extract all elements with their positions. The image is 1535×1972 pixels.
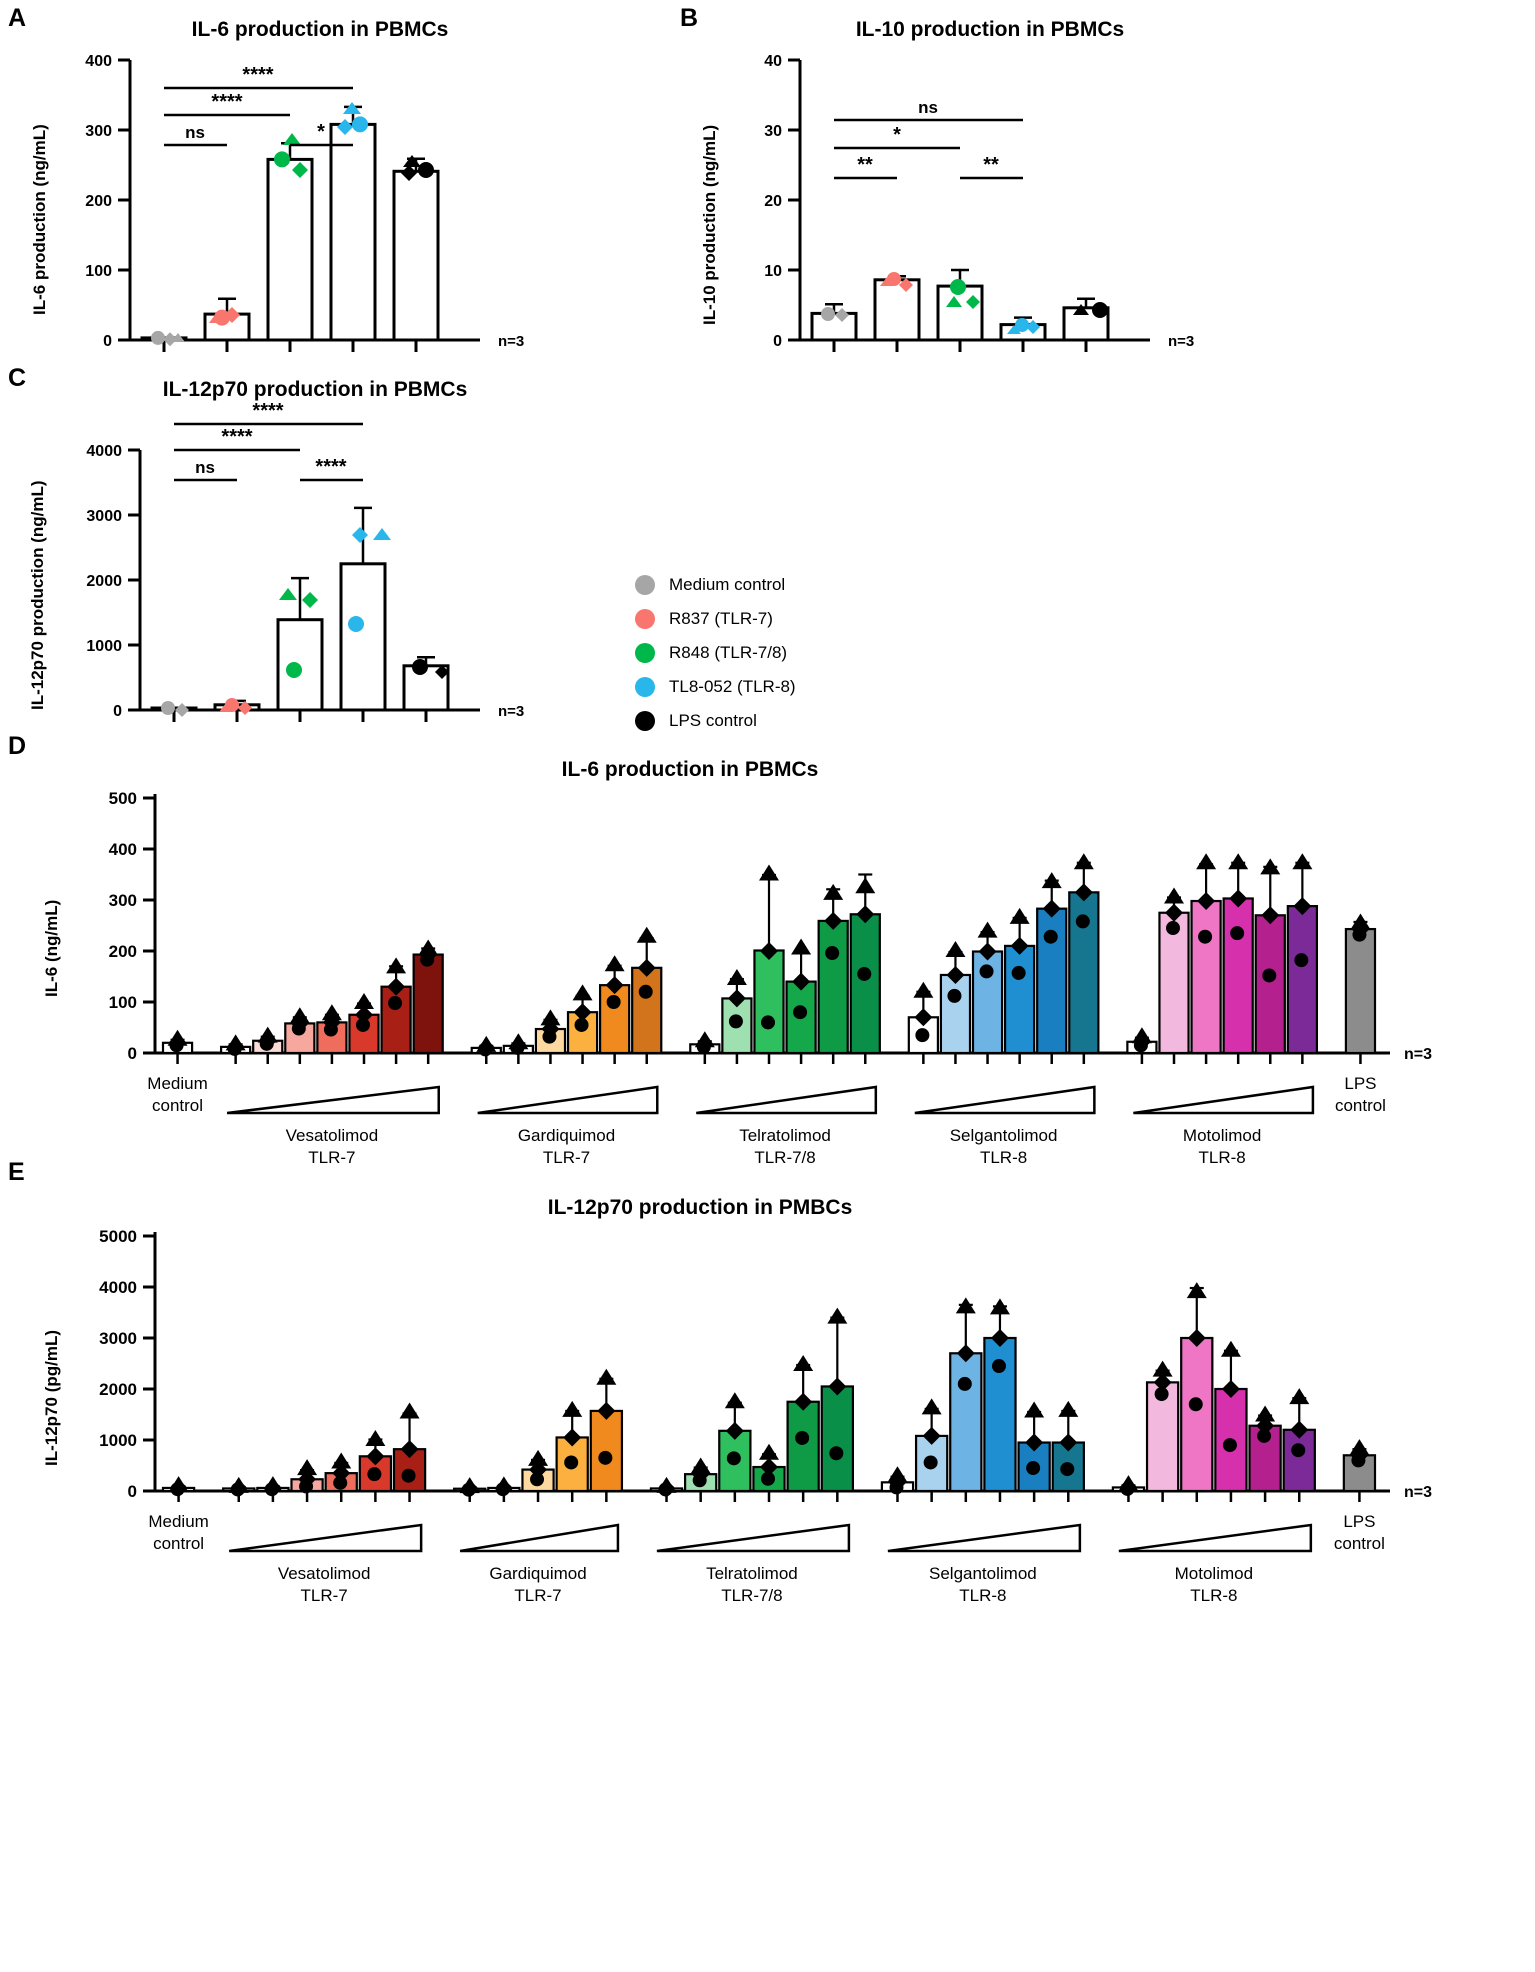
svg-text:*: * <box>317 121 325 143</box>
dose-ramp-icon <box>229 1525 421 1551</box>
data-point <box>793 1005 807 1019</box>
data-point <box>1198 930 1212 944</box>
legend-item-2 <box>635 643 796 663</box>
data-point <box>980 964 994 978</box>
data-point <box>1044 930 1058 944</box>
data-point <box>540 1009 560 1025</box>
data-point <box>528 1450 548 1466</box>
data-point <box>354 993 374 1009</box>
panel-c-title: IL-12p70 production in PBMCs <box>162 378 468 401</box>
data-point <box>657 1477 677 1493</box>
svg-text:0: 0 <box>773 333 782 350</box>
panel-d-plot <box>60 778 1510 1167</box>
bar <box>819 921 848 1053</box>
data-point <box>1024 1401 1044 1417</box>
data-point <box>169 1476 189 1492</box>
data-point <box>793 1355 813 1371</box>
dose-ramp-icon <box>227 1087 439 1113</box>
svg-text:20: 20 <box>764 193 782 210</box>
data-point <box>947 989 961 1003</box>
data-point <box>365 1430 385 1446</box>
data-point <box>508 1033 528 1049</box>
data-point <box>402 1469 416 1483</box>
legend-dot-medium-control <box>635 575 655 595</box>
data-point <box>761 1015 775 1029</box>
panel-e-ylabel: IL-12p70 (pg/mL) <box>42 1330 61 1467</box>
data-point <box>791 938 811 954</box>
data-point <box>1262 968 1276 982</box>
group-label: Vesatolimod <box>285 1126 379 1145</box>
data-point <box>915 1028 929 1042</box>
dose-ramp-icon <box>478 1087 658 1113</box>
bar <box>941 975 970 1053</box>
group-label: Gardiquimod <box>517 1126 616 1145</box>
group-label: Selgantolimod <box>949 1126 1058 1145</box>
svg-text:**: ** <box>857 154 873 176</box>
panel-e-letter: E <box>8 1158 25 1186</box>
data-point <box>855 877 875 893</box>
bar <box>1288 906 1317 1053</box>
group-label: Motolimod <box>1174 1564 1254 1583</box>
bar <box>1181 1338 1212 1491</box>
svg-text:ns: ns <box>195 458 215 477</box>
svg-text:10: 10 <box>764 263 782 280</box>
y-tick-label: 400 <box>108 840 137 859</box>
data-point <box>978 922 998 938</box>
data-point <box>573 984 593 1000</box>
data-point <box>258 1027 278 1043</box>
legend-item-0 <box>635 575 796 595</box>
data-point <box>229 1477 249 1493</box>
svg-text:****: **** <box>211 91 243 113</box>
data-point <box>727 1451 741 1465</box>
data-point <box>691 1458 711 1474</box>
data-point <box>639 985 653 999</box>
data-point <box>637 927 657 943</box>
group-label: Telratolimod <box>739 1126 831 1145</box>
data-point <box>1118 1475 1138 1491</box>
legend-item-3 <box>635 677 796 697</box>
data-point <box>1294 953 1308 967</box>
panel-e <box>0 1148 1535 1605</box>
panel-a-letter: A <box>8 4 27 32</box>
data-point <box>1153 1361 1173 1377</box>
dose-ramp-icon <box>888 1525 1080 1551</box>
y-tick-label: 4000 <box>99 1278 137 1297</box>
data-point <box>795 1431 809 1445</box>
svg-text:40: 40 <box>764 53 782 70</box>
svg-text:200: 200 <box>85 193 112 210</box>
panel-d-svg <box>60 778 1510 1167</box>
group-label: TLR-8 <box>1198 1148 1246 1167</box>
bar <box>788 1402 819 1491</box>
group-label: control <box>153 1534 205 1553</box>
data-point <box>1228 853 1248 869</box>
y-tick-label: 500 <box>108 789 137 808</box>
data-point <box>958 1377 972 1391</box>
group-label: control <box>1334 1096 1386 1115</box>
panel-e-n: n=3 <box>1404 1484 1433 1501</box>
svg-text:0: 0 <box>113 703 122 720</box>
dose-ramp-icon <box>657 1525 849 1551</box>
y-tick-label: 0 <box>127 1482 137 1501</box>
svg-text:30: 30 <box>764 123 782 140</box>
panel-c-ylabel: IL-12p70 production (ng/mL) <box>28 480 47 710</box>
panel-d-n: n=3 <box>1404 1046 1433 1063</box>
data-point <box>1132 1027 1152 1043</box>
panel-a <box>0 0 660 360</box>
svg-text:3000: 3000 <box>86 508 122 525</box>
data-point <box>168 1030 188 1046</box>
data-point <box>992 1359 1006 1373</box>
panel-c-letter: C <box>8 364 27 392</box>
data-point <box>827 1308 847 1324</box>
svg-text:****: **** <box>221 426 253 448</box>
panel-b-ylabel: IL-10 production (ng/mL) <box>700 124 719 326</box>
panel-a-ylabel: IL-6 production (ng/mL) <box>30 124 49 316</box>
dose-ramp-icon <box>696 1087 876 1113</box>
panel-a-title: IL-6 production in PBMCs <box>191 18 449 41</box>
panel-d-title: IL-6 production in PBMCs <box>561 758 819 781</box>
group-label: TLR-7 <box>308 1148 356 1167</box>
y-tick-label: 0 <box>127 1044 137 1063</box>
data-point <box>1291 1443 1305 1457</box>
y-tick-label: 300 <box>108 891 137 910</box>
svg-text:400: 400 <box>85 53 112 70</box>
group-label: TLR-8 <box>979 1148 1028 1167</box>
data-point <box>1349 1439 1369 1455</box>
group-label: LPS <box>1343 1512 1376 1531</box>
svg-text:*: * <box>893 124 901 146</box>
data-point <box>297 1459 317 1475</box>
panel-d-letter: D <box>8 732 27 760</box>
data-point <box>829 1446 843 1460</box>
data-point <box>1187 1282 1207 1298</box>
legend-dot-r837 <box>635 609 655 629</box>
group-label: Medium <box>147 1074 208 1093</box>
group-label: LPS <box>1344 1074 1377 1093</box>
group-label: TLR-7 <box>542 1148 591 1167</box>
legend-label-2: R848 (TLR-7/8) <box>669 643 788 662</box>
data-point <box>922 1398 942 1414</box>
svg-text:****: **** <box>315 456 347 478</box>
panel-c-n: n=3 <box>498 703 525 720</box>
data-point <box>322 1004 342 1020</box>
data-point <box>226 1034 246 1050</box>
panel-e-plot <box>60 1216 1510 1605</box>
data-point <box>331 1452 351 1468</box>
legend-dot-tl8052 <box>635 677 655 697</box>
panel-b-plot <box>730 50 1250 350</box>
data-point <box>857 967 871 981</box>
data-point <box>1026 1461 1040 1475</box>
data-point <box>1074 853 1094 869</box>
data-point <box>263 1476 283 1492</box>
legend-dot-r848 <box>635 643 655 663</box>
group-label: TLR-8 <box>1190 1586 1238 1605</box>
panel-b-svg <box>730 50 1250 350</box>
data-point <box>887 1466 907 1482</box>
legend-item-1 <box>635 609 796 629</box>
dose-ramp-icon <box>460 1525 618 1551</box>
data-point <box>460 1477 480 1493</box>
group-label: control <box>152 1096 204 1115</box>
bar <box>950 1353 981 1491</box>
svg-text:1000: 1000 <box>86 638 122 655</box>
group-label: TLR-7 <box>514 1586 562 1605</box>
panel-a-plot <box>60 50 580 350</box>
data-point <box>598 1451 612 1465</box>
svg-text:****: **** <box>252 400 284 422</box>
y-tick-label: 2000 <box>99 1380 137 1399</box>
legend-label-1: R837 (TLR-7) <box>669 609 773 628</box>
bar <box>1224 898 1253 1053</box>
group-label: Selgantolimod <box>929 1564 1037 1583</box>
svg-text:ns: ns <box>918 98 938 117</box>
data-point <box>1292 853 1312 869</box>
svg-text:****: **** <box>242 64 274 86</box>
panel-b-title: IL-10 production in PBMCs <box>855 18 1125 41</box>
data-point <box>607 995 621 1009</box>
data-point <box>945 941 965 957</box>
data-point <box>759 865 779 881</box>
data-point <box>605 955 625 971</box>
bar <box>1346 929 1375 1053</box>
bar <box>754 950 783 1053</box>
data-point <box>388 996 402 1010</box>
data-point <box>494 1476 514 1492</box>
data-point <box>562 1401 582 1417</box>
svg-text:2000: 2000 <box>86 573 122 590</box>
data-point <box>825 946 839 960</box>
svg-text:0: 0 <box>103 333 112 350</box>
dose-ramp-icon <box>1133 1087 1313 1113</box>
data-point <box>725 1392 745 1408</box>
panel-d-ylabel: IL-6 (ng/mL) <box>42 899 61 997</box>
dose-ramp-icon <box>915 1087 1095 1113</box>
bar <box>1192 901 1221 1053</box>
data-point <box>1076 914 1090 928</box>
data-point <box>596 1369 616 1385</box>
panel-a-n: n=3 <box>498 333 525 350</box>
y-tick-label: 200 <box>108 942 137 961</box>
legend-label-0: Medium control <box>669 575 786 594</box>
panel-d <box>0 728 1535 1167</box>
data-point <box>400 1402 420 1418</box>
bar <box>632 968 661 1053</box>
panel-a-svg <box>60 50 580 350</box>
data-point <box>729 1014 743 1028</box>
data-point <box>823 884 843 900</box>
data-point <box>759 1444 779 1460</box>
y-tick-label: 1000 <box>99 1431 137 1450</box>
legend <box>635 575 796 745</box>
svg-text:100: 100 <box>85 263 112 280</box>
group-label: Motolimod <box>1182 1126 1262 1145</box>
group-label: TLR-7 <box>300 1586 348 1605</box>
data-point <box>1255 1406 1275 1422</box>
group-label: TLR-7/8 <box>754 1148 816 1167</box>
svg-text:ns: ns <box>185 123 205 142</box>
bar <box>414 955 443 1053</box>
data-point <box>913 982 933 998</box>
data-point <box>1230 926 1244 940</box>
data-point <box>1060 1462 1074 1476</box>
legend-label-4: LPS control <box>669 711 757 730</box>
bar <box>822 1386 853 1491</box>
panel-c-svg <box>60 400 580 720</box>
data-point <box>476 1036 496 1052</box>
group-label: TLR-8 <box>959 1586 1007 1605</box>
data-point <box>1196 853 1216 869</box>
svg-text:4000: 4000 <box>86 443 122 460</box>
group-label: Telratolimod <box>706 1564 798 1583</box>
y-tick-label: 5000 <box>99 1227 137 1246</box>
panel-c-plot <box>60 400 580 720</box>
panel-e-title: IL-12p70 production in PMBCs <box>547 1196 853 1219</box>
y-tick-label: 3000 <box>99 1329 137 1348</box>
panel-e-svg <box>60 1216 1510 1605</box>
y-tick-label: 100 <box>108 993 137 1012</box>
data-point <box>1189 1397 1203 1411</box>
data-point <box>1164 887 1184 903</box>
data-point <box>924 1455 938 1469</box>
data-point <box>1221 1341 1241 1357</box>
bar <box>851 914 880 1053</box>
data-point <box>1166 921 1180 935</box>
legend-label-3: TL8-052 (TLR-8) <box>669 677 796 696</box>
group-label: Vesatolimod <box>277 1564 371 1583</box>
data-point <box>1058 1401 1078 1417</box>
data-point <box>290 1007 310 1023</box>
bar <box>1284 1430 1315 1491</box>
data-point <box>1010 908 1030 924</box>
panel-b <box>660 0 1535 360</box>
panel-b-letter: B <box>680 4 699 32</box>
panel-c <box>0 360 660 720</box>
panel-b-n: n=3 <box>1168 333 1195 350</box>
data-point <box>1289 1388 1309 1404</box>
bar <box>1256 915 1285 1053</box>
group-label: Medium <box>148 1512 209 1531</box>
svg-text:300: 300 <box>85 123 112 140</box>
group-label: control <box>1333 1534 1385 1553</box>
data-point <box>695 1031 715 1047</box>
group-label: Gardiquimod <box>489 1564 587 1583</box>
data-point <box>367 1467 381 1481</box>
dose-ramp-icon <box>1119 1525 1311 1551</box>
data-point <box>727 969 747 985</box>
bar <box>1005 946 1034 1053</box>
group-label: TLR-7/8 <box>721 1586 783 1605</box>
svg-text:**: ** <box>983 154 999 176</box>
data-point <box>1012 966 1026 980</box>
data-point <box>1223 1438 1237 1452</box>
data-point <box>564 1455 578 1469</box>
